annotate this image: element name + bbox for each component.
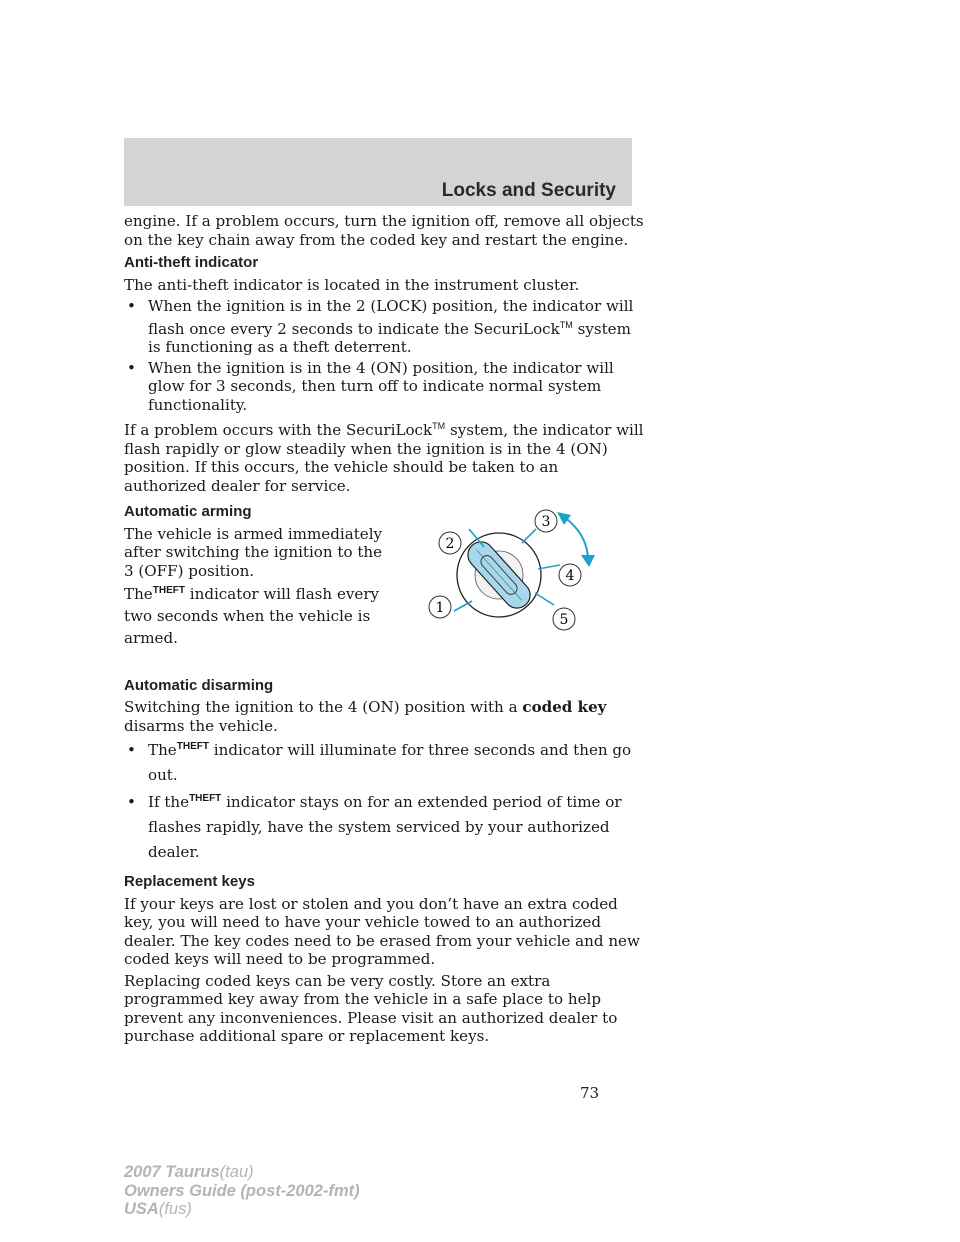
anti-theft-list (124, 297, 644, 414)
coded-key-term: coded key (522, 698, 607, 717)
bullet: • (127, 741, 136, 760)
list-item: • When the ignition is in the 2 (LOCK) position, the indicator will flash once every 2 seconds to indicate the SecuriLock™ system is functioning as a theft deterrent. (127, 297, 634, 357)
disarming-text: Switching the ignition to the 4 (ON) position with a coded key disarms the vehicle. (124, 698, 607, 735)
list-item: • If the$^{THEFT}$ indicator stays on for an extended period of time or flashes rapidly, have the system serviced by your authorized dealer. (124, 790, 644, 865)
position-label-1: 1 (435, 599, 445, 616)
page-content (124, 212, 644, 1049)
arming-theft-text: The$^{THEFT}$ indicator will flash every two seconds when the vehicle is armed. (124, 585, 380, 648)
replacement-text-2: Replacing coded keys can be very costly. Store an extra programmed key away from the vehicle in a safe place to help prevent any inconveniences. Please visit an authorized dealer to purchase additional spare or replacement keys. (124, 971, 618, 1046)
bullet: • (127, 793, 136, 812)
footer: 2007 Taurus(tau) Owners Guide (post-2002-fmt) USA(fus) (124, 1163, 360, 1218)
disarming-list (124, 738, 644, 865)
position-label-4: 4 (565, 567, 575, 584)
list-item: • When the ignition is in the 4 (ON) position, the indicator will glow for 3 seconds, then turn off to indicate normal system functionality. (127, 358, 614, 414)
page-number: 73 (580, 1084, 600, 1102)
automatic-disarming-heading: Automatic disarming (124, 676, 274, 694)
ignition-diagram (424, 507, 602, 637)
bullet: • (127, 297, 136, 315)
replacement-text-1: If your keys are lost or stolen and you don’t have an extra coded key, you will need to have your vehicle towed to an authorized dealer. The key codes need to be erased from your vehicle and new coded keys will need to be programmed. (124, 894, 640, 969)
theft-indicator-label: THEFT (152, 585, 185, 597)
bullet: • (127, 358, 136, 377)
position-label-3: 3 (541, 513, 551, 530)
trademark-mark: TM (432, 421, 446, 432)
trademark-mark: TM (559, 319, 573, 330)
replacement-keys-heading: Replacement keys (124, 873, 255, 891)
arming-text: The vehicle is armed immediately after switching the ignition to the 3 (OFF) position. (124, 524, 383, 580)
arming-section (124, 513, 644, 675)
position-label-2: 2 (445, 535, 455, 552)
problem-paragraph: If a problem occurs with the SecuriLock™ system, the indicator will flash rapidly or glow steadily when the ignition is in the 4 (ON) position. If this occurs, the vehicle should be taken to an authorized dealer for service. (124, 421, 644, 495)
theft-indicator-label: THEFT (189, 793, 222, 805)
intro-paragraph: engine. If a problem occurs, turn the ignition off, remove all objects on the key chain away from the coded key and restart the engine. (124, 212, 644, 249)
anti-theft-heading: Anti-theft indicator (124, 254, 259, 271)
anti-theft-text: The anti-theft indicator is located in the instrument cluster. (124, 275, 580, 294)
section-title: Locks and Security (441, 180, 616, 201)
header-band (124, 138, 632, 206)
position-label-5: 5 (559, 611, 569, 628)
theft-indicator-label: THEFT (176, 741, 209, 753)
automatic-arming-heading: Automatic arming (124, 503, 252, 521)
list-item: • The$^{THEFT}$ indicator will illuminate for three seconds and then go out. (124, 738, 644, 788)
